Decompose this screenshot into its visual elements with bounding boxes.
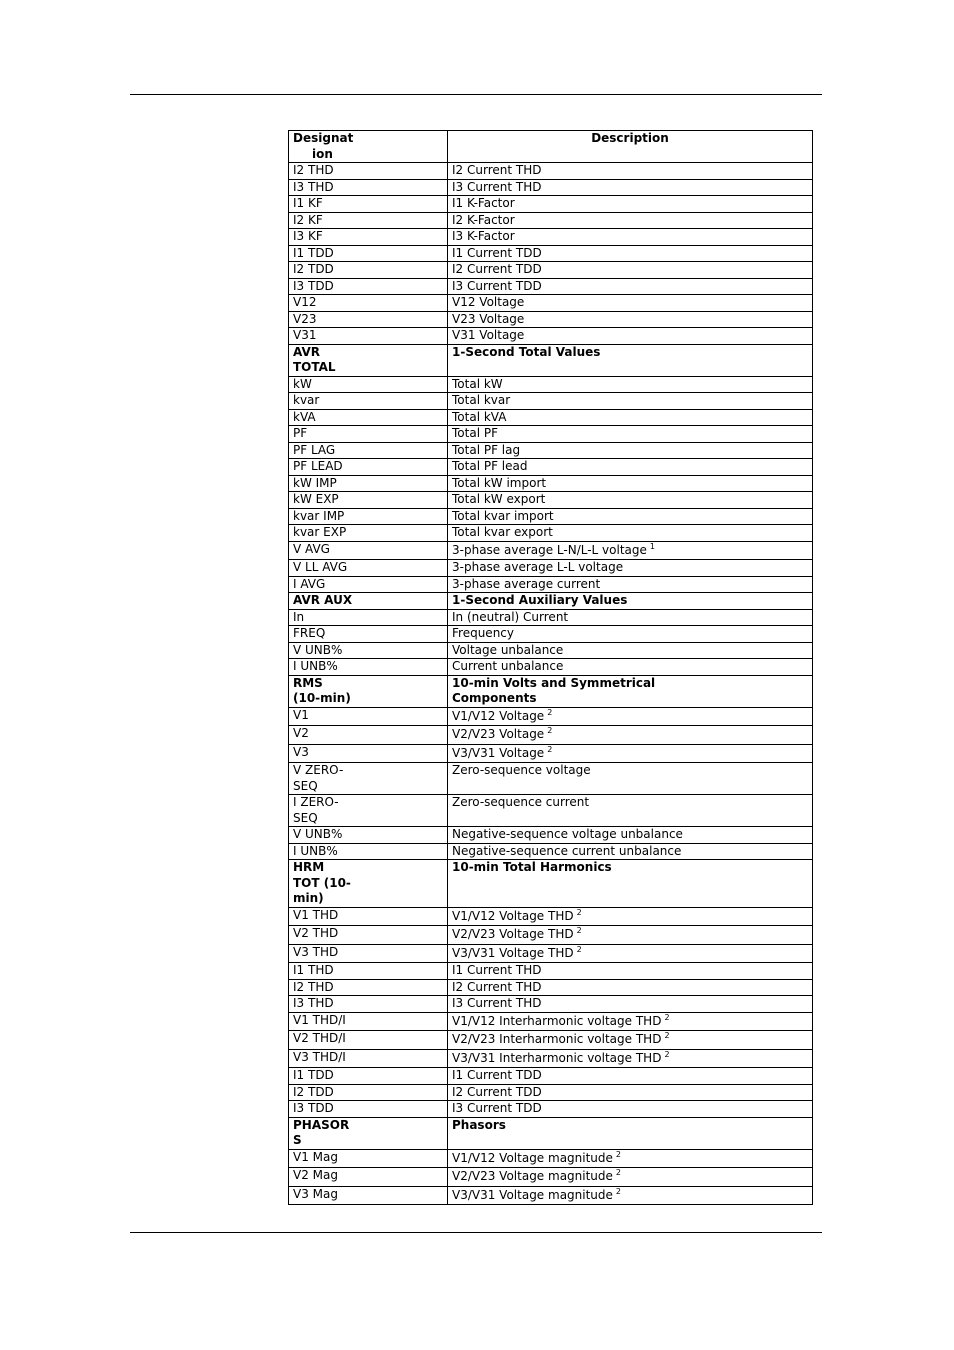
description-text: I3 Current THD [452, 996, 542, 1010]
description-text: In (neutral) Current [452, 609, 569, 624]
designation-cell: I1 KF [289, 196, 448, 213]
description-cell [448, 393, 813, 410]
table-row [289, 442, 813, 459]
description-cell [448, 262, 813, 279]
description-cell [448, 475, 813, 492]
description-text: 1-Second Auxiliary Values [452, 593, 628, 607]
description-cell [448, 376, 813, 393]
description-cell [448, 179, 813, 196]
description-text: Frequency [452, 626, 514, 640]
table-row [289, 795, 813, 827]
description-text: V1/V12 Voltage magnitude [452, 1150, 613, 1165]
description-cell [448, 907, 813, 926]
designation-cell: RMS (10-min) [289, 675, 448, 707]
table-row [289, 1068, 813, 1085]
description-text: Total kW [452, 376, 503, 391]
description-cell [448, 1084, 813, 1101]
description-cell [448, 1168, 813, 1187]
designation-cell: I1 TDD [289, 1068, 448, 1085]
table-row [289, 475, 813, 492]
description-text: Total kvar import [452, 508, 554, 523]
table-row [289, 963, 813, 980]
designation-cell: I2 THD [289, 979, 448, 996]
description-text: Total kvar [452, 393, 511, 407]
table-row [289, 576, 813, 593]
description-text: Total kW import [452, 475, 547, 490]
footnote-marker: 2 [664, 1049, 670, 1059]
description-cell [448, 609, 813, 626]
designation-cell: V3 THD/I [289, 1049, 448, 1068]
description-text: Total PF [452, 426, 498, 440]
designation-cell: I2 TDD [289, 262, 448, 279]
table-row [289, 508, 813, 525]
description-text: V3/V31 Voltage THD [452, 945, 574, 960]
designation-cell: PF LEAD [289, 459, 448, 476]
footnote-marker: 2 [615, 1149, 622, 1159]
designation-cell: AVR TOTAL [289, 344, 448, 376]
designation-cell: I2 KF [289, 212, 448, 229]
table-row [289, 212, 813, 229]
designation-cell: I3 THD [289, 996, 448, 1013]
section-row [289, 344, 813, 376]
designation-cell: I3 KF [289, 229, 448, 246]
designation-cell: V LL AVG [289, 560, 448, 577]
designation-cell: HRM TOT (10- min) [289, 860, 448, 908]
table-row [289, 328, 813, 345]
table-row [289, 726, 813, 745]
table-row [289, 295, 813, 312]
description-header: Description [448, 131, 813, 163]
designation-cell: V23 [289, 311, 448, 328]
description-cell [448, 245, 813, 262]
description-cell [448, 576, 813, 593]
description-cell [448, 1149, 813, 1168]
description-text: V1/V12 Interharmonic voltage THD [452, 1013, 662, 1028]
table-row [289, 376, 813, 393]
description-text: V2/V23 Interharmonic voltage THD [452, 1032, 662, 1046]
designation-cell: In [289, 609, 448, 626]
description-text: Negative-sequence current unbalance [452, 843, 682, 858]
table-row [289, 525, 813, 542]
designation-header: Designat ion [289, 131, 448, 163]
designation-cell: kvar EXP [289, 525, 448, 542]
description-cell [448, 541, 813, 560]
description-text: I2 K-Factor [452, 212, 515, 227]
designation-cell: kW [289, 376, 448, 393]
description-text: I1 Current THD [452, 963, 542, 977]
designation-cell: I UNB% [289, 843, 448, 860]
description-text: 3-phase average L-L voltage [452, 560, 624, 574]
table-row [289, 1101, 813, 1118]
table-row [289, 179, 813, 196]
table-row [289, 659, 813, 676]
description-cell [448, 426, 813, 443]
designation-cell: V UNB% [289, 642, 448, 659]
description-text: Phasors [452, 1117, 506, 1132]
description-text: I3 Current TDD [452, 1101, 542, 1115]
table-row [289, 1168, 813, 1187]
designation-cell: I1 THD [289, 963, 448, 980]
designation-cell: V2 Mag [289, 1168, 448, 1187]
description-cell [448, 726, 813, 745]
description-text: 1-Second Total Values [452, 344, 601, 359]
table-row [289, 996, 813, 1013]
description-text: I2 Current TDD [452, 1084, 542, 1099]
table-row [289, 1012, 813, 1031]
footnote-marker: 2 [576, 907, 582, 917]
description-text: V2/V23 Voltage magnitude [452, 1169, 613, 1183]
footnote-marker: 2 [664, 1031, 670, 1040]
table-row [289, 626, 813, 643]
table-row [289, 163, 813, 180]
footnote-marker: 2 [615, 1168, 622, 1177]
section-row [289, 860, 813, 908]
table-row [289, 744, 813, 763]
description-cell [448, 163, 813, 180]
description-cell [448, 1031, 813, 1050]
description-cell [448, 659, 813, 676]
description-text: Current unbalance [452, 659, 564, 673]
description-text: 10-min Volts and Symmetrical Components [452, 675, 656, 705]
table-row [289, 944, 813, 963]
table-row [289, 843, 813, 860]
description-text: 10-min Total Harmonics [452, 860, 612, 874]
description-text: V31 Voltage [452, 328, 525, 342]
description-text: I1 Current TDD [452, 1068, 542, 1082]
designation-cell: V ZERO- SEQ [289, 763, 448, 795]
description-cell [448, 593, 813, 610]
table-row [289, 229, 813, 246]
description-text: I1 K-Factor [452, 196, 515, 210]
designation-cell: I1 TDD [289, 245, 448, 262]
description-text: V3/V31 Voltage magnitude [452, 1187, 613, 1202]
description-cell [448, 996, 813, 1013]
table-row [289, 492, 813, 509]
table-row [289, 459, 813, 476]
table-row [289, 609, 813, 626]
table-header-row [289, 131, 813, 163]
table-row [289, 707, 813, 726]
table-row [289, 642, 813, 659]
designation-cell: V1 THD [289, 907, 448, 926]
description-text: Negative-sequence voltage unbalance [452, 827, 683, 841]
description-text: Zero-sequence voltage [452, 763, 591, 777]
designation-cell: I2 THD [289, 163, 448, 180]
description-cell [448, 1049, 813, 1068]
section-row [289, 1117, 813, 1149]
description-text: 3-phase average L-N/L-L voltage [452, 542, 647, 557]
table-row [289, 196, 813, 213]
table-row [289, 409, 813, 426]
designation-table [288, 130, 813, 1205]
description-text: Total PF lead [452, 459, 528, 473]
table-row [289, 1031, 813, 1050]
designation-cell: V2 THD/I [289, 1031, 448, 1050]
table-row [289, 541, 813, 560]
footnote-marker: 2 [576, 944, 582, 954]
description-cell [448, 492, 813, 509]
description-text: Total kW export [452, 492, 546, 506]
description-text: I2 Current THD [452, 163, 542, 177]
description-cell [448, 295, 813, 312]
description-text: I3 Current TDD [452, 278, 542, 293]
designation-cell: V3 [289, 744, 448, 763]
description-cell [448, 1012, 813, 1031]
description-cell [448, 1068, 813, 1085]
designation-cell: PHASOR S [289, 1117, 448, 1149]
section-row [289, 593, 813, 610]
table-row [289, 827, 813, 844]
description-text: Total kVA [452, 409, 507, 424]
table-row [289, 278, 813, 295]
description-cell [448, 409, 813, 426]
footnote-marker: 2 [547, 707, 553, 717]
description-cell [448, 979, 813, 996]
table-row [289, 926, 813, 945]
description-text: 3-phase average current [452, 576, 601, 591]
description-cell [448, 827, 813, 844]
description-cell [448, 626, 813, 643]
designation-cell: V3 Mag [289, 1186, 448, 1205]
designation-cell: FREQ [289, 626, 448, 643]
description-text: Total PF lag [452, 442, 521, 457]
description-text: I2 Current THD [452, 979, 542, 994]
description-text: I2 Current TDD [452, 262, 542, 276]
designation-cell: V AVG [289, 541, 448, 560]
designation-cell: V2 [289, 726, 448, 745]
description-cell [448, 229, 813, 246]
description-text: V1/V12 Voltage THD [452, 908, 574, 923]
table-row [289, 979, 813, 996]
designation-cell: kVA [289, 409, 448, 426]
footnote-marker: 2 [664, 1012, 670, 1022]
table-row [289, 560, 813, 577]
description-text: Voltage unbalance [452, 642, 564, 657]
table-row [289, 1186, 813, 1205]
footnote-marker: 2 [615, 1186, 622, 1196]
designation-cell: V1 Mag [289, 1149, 448, 1168]
designation-cell: PF [289, 426, 448, 443]
description-cell [448, 344, 813, 376]
description-text: Zero-sequence current [452, 795, 590, 809]
footnote-marker: 2 [547, 744, 553, 754]
description-cell [448, 1117, 813, 1149]
designation-cell: kW IMP [289, 475, 448, 492]
description-cell [448, 311, 813, 328]
section-row [289, 675, 813, 707]
description-text: Total kvar export [452, 525, 553, 539]
description-text: I1 Current TDD [452, 245, 542, 260]
description-cell [448, 1186, 813, 1205]
table-row [289, 1084, 813, 1101]
designation-cell: I UNB% [289, 659, 448, 676]
description-cell [448, 795, 813, 827]
description-cell [448, 744, 813, 763]
description-text: V2/V23 Voltage [452, 727, 545, 741]
description-text: I3 Current THD [452, 179, 542, 194]
description-cell [448, 843, 813, 860]
designation-cell: V31 [289, 328, 448, 345]
description-text: V1/V12 Voltage [452, 708, 545, 723]
description-text: V12 Voltage [452, 295, 525, 309]
description-cell [448, 442, 813, 459]
designation-cell: V1 [289, 707, 448, 726]
description-cell [448, 196, 813, 213]
designation-cell: AVR AUX [289, 593, 448, 610]
description-text: I3 K-Factor [452, 229, 515, 243]
table-row [289, 262, 813, 279]
table-body [289, 163, 813, 1205]
footer-rule [130, 1232, 822, 1233]
description-text: V23 Voltage [452, 311, 525, 326]
description-text: V3/V31 Interharmonic voltage THD [452, 1050, 662, 1065]
description-cell [448, 560, 813, 577]
designation-cell: I AVG [289, 576, 448, 593]
description-cell [448, 926, 813, 945]
designation-cell: PF LAG [289, 442, 448, 459]
description-cell [448, 212, 813, 229]
description-cell [448, 963, 813, 980]
designation-cell: I3 TDD [289, 278, 448, 295]
designation-cell: I3 THD [289, 179, 448, 196]
description-cell [448, 944, 813, 963]
header-rule [130, 94, 822, 95]
description-cell [448, 525, 813, 542]
description-cell [448, 707, 813, 726]
footnote-marker: 1 [649, 541, 655, 551]
table-row [289, 311, 813, 328]
designation-cell: V12 [289, 295, 448, 312]
description-cell [448, 675, 813, 707]
table-row [289, 763, 813, 795]
designation-cell: kvar IMP [289, 508, 448, 525]
description-text: V2/V23 Voltage THD [452, 927, 574, 941]
footnote-marker: 2 [576, 926, 582, 935]
table-row [289, 426, 813, 443]
description-cell [448, 642, 813, 659]
footnote-marker: 2 [547, 726, 553, 735]
table-row [289, 245, 813, 262]
description-cell [448, 459, 813, 476]
designation-cell: kvar [289, 393, 448, 410]
designation-cell: V1 THD/I [289, 1012, 448, 1031]
description-text: V3/V31 Voltage [452, 745, 545, 760]
description-cell [448, 1101, 813, 1118]
designation-cell: I ZERO- SEQ [289, 795, 448, 827]
designation-cell: V2 THD [289, 926, 448, 945]
designation-cell: I3 TDD [289, 1101, 448, 1118]
table-row [289, 393, 813, 410]
table-row [289, 907, 813, 926]
designation-cell: V UNB% [289, 827, 448, 844]
description-cell [448, 763, 813, 795]
designation-cell: V3 THD [289, 944, 448, 963]
designation-cell: I2 TDD [289, 1084, 448, 1101]
table-row [289, 1049, 813, 1068]
table-row [289, 1149, 813, 1168]
description-cell [448, 508, 813, 525]
description-cell [448, 860, 813, 908]
designation-cell: kW EXP [289, 492, 448, 509]
description-cell [448, 328, 813, 345]
description-cell [448, 278, 813, 295]
